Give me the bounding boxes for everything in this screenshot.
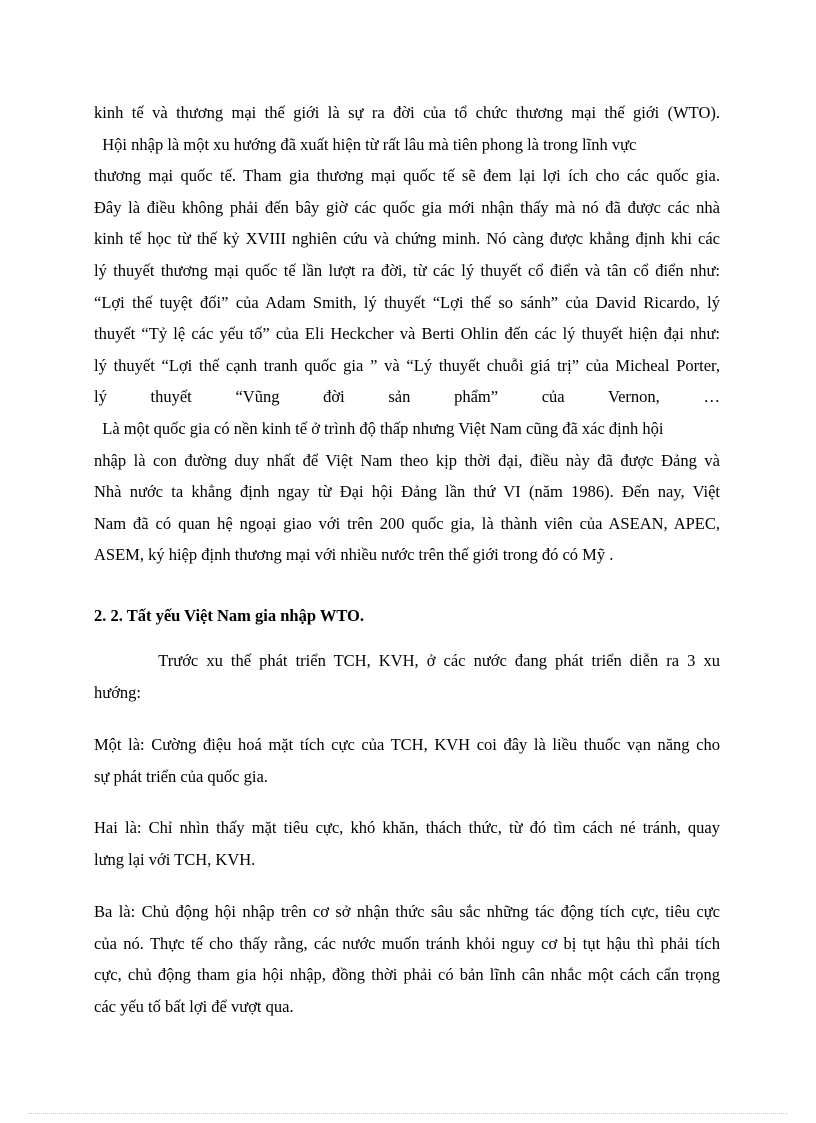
text-line: Đây là điều không phải đến bây giờ các quốc gia mới nhận thấy mà nó đã được các nhà	[94, 197, 720, 217]
text-line: thuyết “Tỷ lệ các yếu tố” của Eli Heckcher và Berti Ohlin đến các lý thuyết hiện đại như:	[94, 324, 720, 344]
text-line: kinh tế và thương mại thế giới là sự ra đời của tổ chức thương mại thế giới (WTO).	[94, 103, 720, 122]
text-line: cực, chủ động tham gia hội nhập, đồng thời phải có bản lĩnh cân nhắc một cách cẩn trọng	[94, 965, 720, 985]
text-line: Nhà nước ta khẳng định ngay từ Đại hội Đảng lần thứ VI (năm 1986). Đến nay, Việt	[94, 482, 720, 502]
text-line: Nam đã có quan hệ ngoại giao với trên 200 quốc gia, là thành viên của ASEAN, APEC,	[94, 513, 720, 533]
text-line: thương mại quốc tế. Tham gia thương mại quốc tế sẽ đem lại lợi ích cho các quốc gia.	[94, 166, 720, 186]
text-line: lý thuyết thương mại quốc tế lần lượt ra đời, từ các lý thuyết cổ điển và tân cổ điển như:	[94, 260, 720, 280]
text-line: Hai là: Chỉ nhìn thấy mặt tiêu cực, khó khăn, thách thức, từ đó tìm cách né tránh, quay	[94, 818, 720, 837]
text-line: sự phát triển của quốc gia.	[94, 766, 268, 786]
text-line: Trước xu thế phát triển TCH, KVH, ở các nước đang phát triển diễn ra 3 xu	[94, 651, 720, 670]
text-line: các yếu tố bất lợi để vượt qua.	[94, 996, 294, 1016]
text-line: kinh tế học từ thế kỷ XVIII nghiên cứu và chứng minh. Nó càng được khẳng định khi các	[94, 229, 720, 249]
text-line: Là một quốc gia có nền kinh tế ở trình độ thấp nhưng Việt Nam cũng đã xác định hội	[94, 418, 664, 438]
page-bottom-divider	[28, 1113, 788, 1114]
text-line: Hội nhập là một xu hướng đã xuất hiện từ rất lâu mà tiên phong là trong lĩnh vực	[94, 134, 637, 154]
text-line: của nó. Thực tế cho thấy rằng, các nước muốn tránh khỏi nguy cơ bị tụt hậu thì phải tích	[94, 933, 720, 953]
section-heading: 2. 2. Tất yếu Việt Nam gia nhập WTO.	[94, 606, 365, 625]
text-line: lưng lại với TCH, KVH.	[94, 849, 256, 869]
trend-intro-paragraph	[94, 645, 720, 708]
text-line: Một là: Cường điệu hoá mặt tích cực của TCH, KVH coi đây là liều thuốc vạn năng cho	[94, 735, 720, 754]
text-line: lý thuyết “Lợi thế cạnh tranh quốc gia ” và “Lý thuyết chuỗi giá trị” của Micheal Porter,	[94, 355, 720, 375]
trend-one-paragraph	[94, 729, 720, 792]
text-line: hướng:	[94, 682, 142, 702]
text-line: nhập là con đường duy nhất để Việt Nam theo kịp thời đại, điều này đã được Đảng và	[94, 450, 720, 470]
text-line: ASEM, ký hiệp định thương mại với nhiều nước trên thế giới trong đó có Mỹ .	[94, 545, 614, 565]
trend-two-paragraph	[94, 812, 720, 875]
text-line: lý thuyết “Vũng đời sản phẩm” của Vernon, …	[94, 387, 720, 407]
text-line: Ba là: Chủ động hội nhập trên cơ sở nhận thức sâu sắc những tác động tích cực, tiêu cực	[94, 902, 720, 921]
intro-text	[94, 97, 720, 571]
text-line: “Lợi thế tuyệt đối” của Adam Smith, lý thuyết “Lợi thế so sánh” của David Ricardo, lý	[94, 292, 720, 312]
trend-three-paragraph	[94, 896, 720, 1022]
